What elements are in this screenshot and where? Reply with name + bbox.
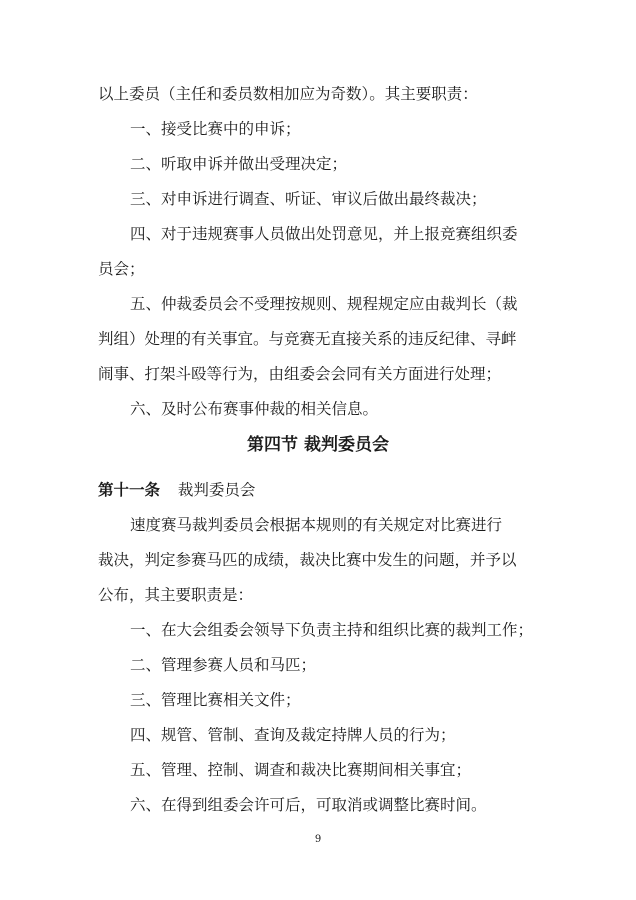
paragraph-line: 三、对申诉进行调查、听证、审议后做出最终裁决； (130, 190, 487, 208)
paragraph-line: 二、听取申诉并做出受理决定； (130, 155, 348, 173)
paragraph-line: 四、对于违规赛事人员做出处罚意见，并上报竞赛组织委 (130, 225, 518, 243)
section-heading: 第四节 裁判委员会 (247, 435, 389, 455)
paragraph-line: 裁决，判定参赛马匹的成绩，裁决比赛中发生的问题，并予以 (98, 551, 517, 569)
paragraph-line: 员会； (98, 260, 145, 278)
paragraph-line: 六、及时公布赛事仲裁的相关信息。 (130, 400, 379, 418)
article-title: 裁判委员会 (177, 481, 256, 499)
paragraph-line: 闹事、打架斗殴等行为，由组委会会同有关方面进行处理； (98, 365, 502, 383)
paragraph-line: 四、规管、管制、查询及裁定持牌人员的行为； (130, 726, 456, 744)
paragraph-line: 一、在大会组委会领导下负责主持和组织比赛的裁判工作； (130, 621, 534, 639)
paragraph-line: 一、接受比赛中的申诉； (130, 120, 301, 138)
article-heading (98, 480, 255, 500)
paragraph-line: 三、管理比赛相关文件； (130, 691, 301, 709)
paragraph-line: 以上委员（主任和委员数相加应为奇数）。其主要职责： (98, 85, 478, 103)
paragraph-line: 五、仲裁委员会不受理按规则、规程规定应由裁判长（裁 (130, 295, 518, 313)
paragraph-line: 五、管理、控制、调查和裁决比赛期间相关事宜； (130, 761, 472, 779)
paragraph-line: 六、在得到组委会许可后，可取消或调整比赛时间。 (130, 796, 487, 814)
paragraph-line: 二、管理参赛人员和马匹； (130, 656, 317, 674)
paragraph-line: 速度赛马裁判委员会根据本规则的有关规定对比赛进行 (130, 516, 503, 534)
paragraph-line: 判组）处理的有关事宜。与竞赛无直接关系的违反纪律、寻衅 (98, 330, 517, 348)
page-number: 9 (314, 834, 322, 845)
paragraph-line: 公布，其主要职责是： (98, 586, 254, 604)
article-number: 第十一条 (98, 481, 161, 499)
